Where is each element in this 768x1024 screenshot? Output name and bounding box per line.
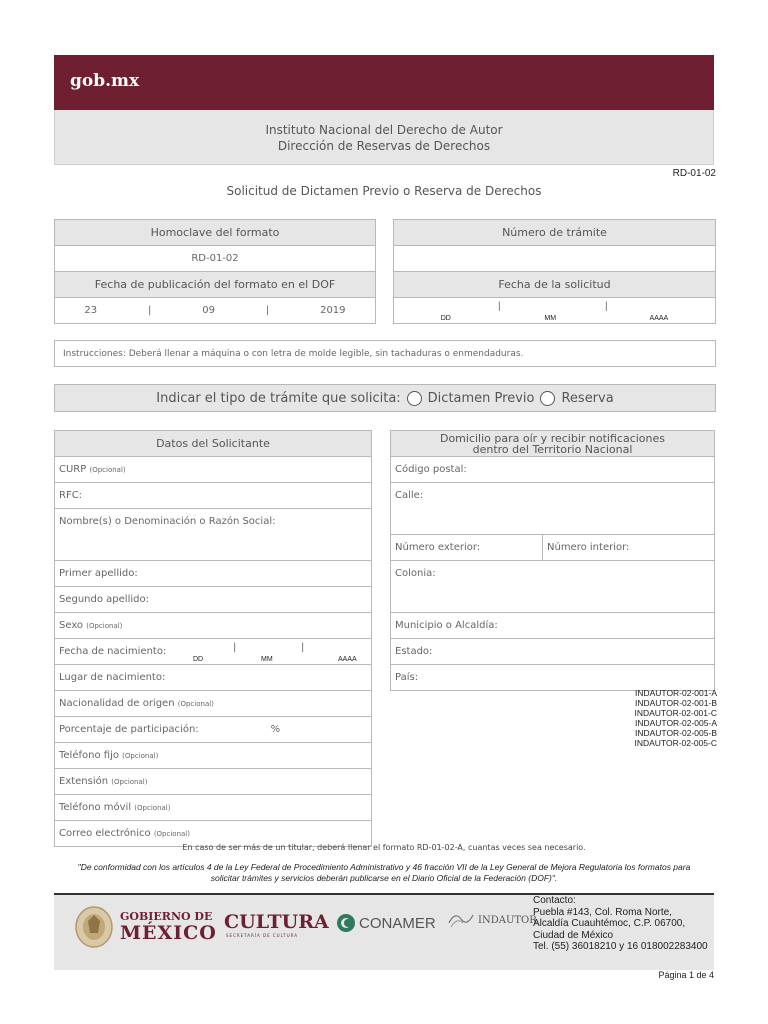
solicitante-table [54,430,372,847]
rfc-field[interactable] [55,483,372,509]
calle-field[interactable] [391,483,715,535]
tipo-tramite-row [54,384,716,412]
primer-apellido-field[interactable] [55,561,372,587]
direction-name: Dirección de Reservas de Derechos [277,139,491,153]
tipo-label: Indicar el tipo de trámite que solicita: [156,390,401,406]
contact-line: Tel. (55) 36018210 y 16 018002283400 [533,941,708,952]
date-sep: | [301,642,305,653]
pub-month: 09 [202,305,215,316]
conamer-text: CONAMER [359,914,436,932]
nacionalidad-field[interactable] [55,691,372,717]
form-title: Solicitud de Dictamen Previo o Reserva de Derechos [226,184,542,198]
contact-line: Ciudad de México [533,929,614,941]
colonia-label: Colonia: [395,568,436,579]
cultura-subtitle: SECRETARÍA DE CULTURA [226,933,299,938]
correo-label: Correo electrónico [59,828,151,839]
contact-line: Contacto: [533,895,576,906]
date-sep: | [233,642,237,653]
domicilio-table [390,430,715,691]
municipio-label: Municipio o Alcaldía: [395,620,498,631]
extension-label: Extensión [59,776,109,787]
homoclave-label: Homoclave del formato [55,220,376,246]
optional-tag: (Opcional) [122,752,159,760]
tramite-number-field[interactable] [394,246,716,272]
solicitante-title: Datos del Solicitante [55,431,372,457]
segundo-apellido-label: Segundo apellido: [59,594,149,605]
code-item: INDAUTOR-02-001-B [634,698,717,708]
cp-label: Código postal: [395,464,467,475]
movil-label: Teléfono móvil [59,802,132,813]
indautor-logo [447,909,537,931]
dd-label: DD [440,314,451,322]
cultura-logo: CULTURA [224,911,329,933]
indautor-codes [560,688,717,748]
homoclave-table [54,219,376,324]
code-item: INDAUTOR-02-005-B [634,728,717,738]
pub-date-field [55,298,376,324]
percent-sign: % [270,724,281,735]
aaaa-label: AAAA [338,656,357,663]
titular-note: En caso de ser más de un titular, deberá llenar el formato RD-01-02-A, cuantas veces sea necesario. [182,843,586,852]
domicilio-title-line1: Domicilio para oír y recibir notificaciones [439,431,665,445]
pais-label: País: [395,672,419,683]
movil-field[interactable] [55,795,372,821]
pub-year: 2019 [320,305,346,316]
optional-tag: (Opcional) [89,466,126,474]
gobmx-logo[interactable]: gob.mx [70,71,140,91]
rfc-label: RFC: [59,490,83,501]
fecha-nac-label: Fecha de nacimiento: [59,646,167,657]
contact-line: Puebla #143, Col. Roma Norte, [533,906,672,918]
fecha-nac-field[interactable] [55,639,372,665]
porcentaje-label: Porcentaje de participación: [59,724,199,735]
contact-line: Alcaldía Cuauhtémoc, C.P. 06700, [533,918,686,929]
header-bar [54,55,714,110]
curp-label: CURP [59,464,87,475]
aaaa-label: AAAA [649,314,669,322]
reserva-radio[interactable] [540,391,555,406]
calle-label: Calle: [395,490,424,501]
page-number: Página 1 de 4 [658,970,714,980]
optional-tag: (Opcional) [111,778,148,786]
mexico-text: MÉXICO [120,922,217,944]
num-int-field[interactable] [543,535,715,561]
conamer-icon [336,913,356,933]
optional-tag: (Opcional) [153,830,190,838]
reserva-label: Reserva [561,390,614,406]
request-date-label: Fecha de la solicitud [394,272,716,298]
gobierno-mexico-logo [74,905,217,949]
num-ext-field[interactable] [391,535,543,561]
mm-label: MM [544,314,557,322]
telefono-field[interactable] [55,743,372,769]
pais-field[interactable] [391,665,715,691]
homoclave-value: RD-01-02 [55,246,376,272]
contact-info [533,895,708,953]
form-code: RD-01-02 [672,168,716,179]
primer-apellido-label: Primer apellido: [59,568,138,579]
nombre-field[interactable] [55,509,372,561]
domicilio-title-line2: dentro del Territorio Nacional [472,442,633,456]
curp-field[interactable] [55,457,372,483]
request-date-field[interactable] [394,298,716,324]
estado-field[interactable] [391,639,715,665]
escudo-icon [74,905,114,949]
code-item: INDAUTOR-02-001-A [634,688,717,698]
date-sep: | [605,300,608,312]
date-sep: | [265,305,270,316]
colonia-field[interactable] [391,561,715,613]
institute-name: Instituto Nacional del Derecho de Autor [265,123,503,137]
extension-field[interactable] [55,769,372,795]
date-sep: | [498,300,501,312]
lugar-nac-label: Lugar de nacimiento: [59,672,166,683]
mm-label: MM [261,656,273,663]
institution-box [54,110,714,165]
instructions-box: Instrucciones: Deberá llenar a máquina o con letra de molde legible, sin tachaduras o enmendaduras. [54,340,716,367]
nacionalidad-label: Nacionalidad de origen [59,698,175,709]
estado-label: Estado: [395,646,433,657]
conamer-logo [336,913,436,933]
domicilio-title [391,431,715,457]
optional-tag: (Opcional) [86,622,123,630]
tramite-number-label: Número de trámite [394,220,716,246]
date-sep: | [148,305,152,316]
dictamen-radio[interactable] [407,391,422,406]
nombre-label: Nombre(s) o Denominación o Razón Social: [59,516,276,527]
gobierno-text: GOBIERNO DE [120,910,213,923]
municipio-field[interactable] [391,613,715,639]
footer [54,895,714,970]
tramite-table [393,219,716,324]
code-item: INDAUTOR-02-001-C [634,708,717,718]
cp-field[interactable] [391,457,715,483]
segundo-apellido-field[interactable] [55,587,372,613]
sexo-label: Sexo [59,620,84,631]
code-item: INDAUTOR-02-005-A [634,718,717,728]
sexo-field[interactable] [55,613,372,639]
dd-label: DD [193,656,204,663]
telefono-label: Teléfono fijo [59,750,119,761]
porcentaje-field[interactable] [55,717,372,743]
indautor-text: INDAUTOR [478,914,537,926]
num-int-label: Número interior: [547,542,630,553]
legal-note: "De conformidad con los artículos 4 de la Ley Federal de Procedimiento Administrativo y 46 fracción VII de la Ley General de Mejora Regulatoria los formatos para solicitar trámites y servicios deberán publicarse en el Diario Oficial de la Federación (DOF)". [77,862,691,883]
optional-tag: (Opcional) [177,700,214,708]
code-item: INDAUTOR-02-005-C [634,738,717,748]
pub-day: 23 [84,305,98,316]
optional-tag: (Opcional) [134,804,171,812]
num-ext-label: Número exterior: [395,542,481,553]
pub-date-label: Fecha de publicación del formato en el DOF [55,272,376,298]
dictamen-label: Dictamen Previo [427,390,535,406]
lugar-nac-field[interactable] [55,665,372,691]
indautor-icon [447,909,475,931]
